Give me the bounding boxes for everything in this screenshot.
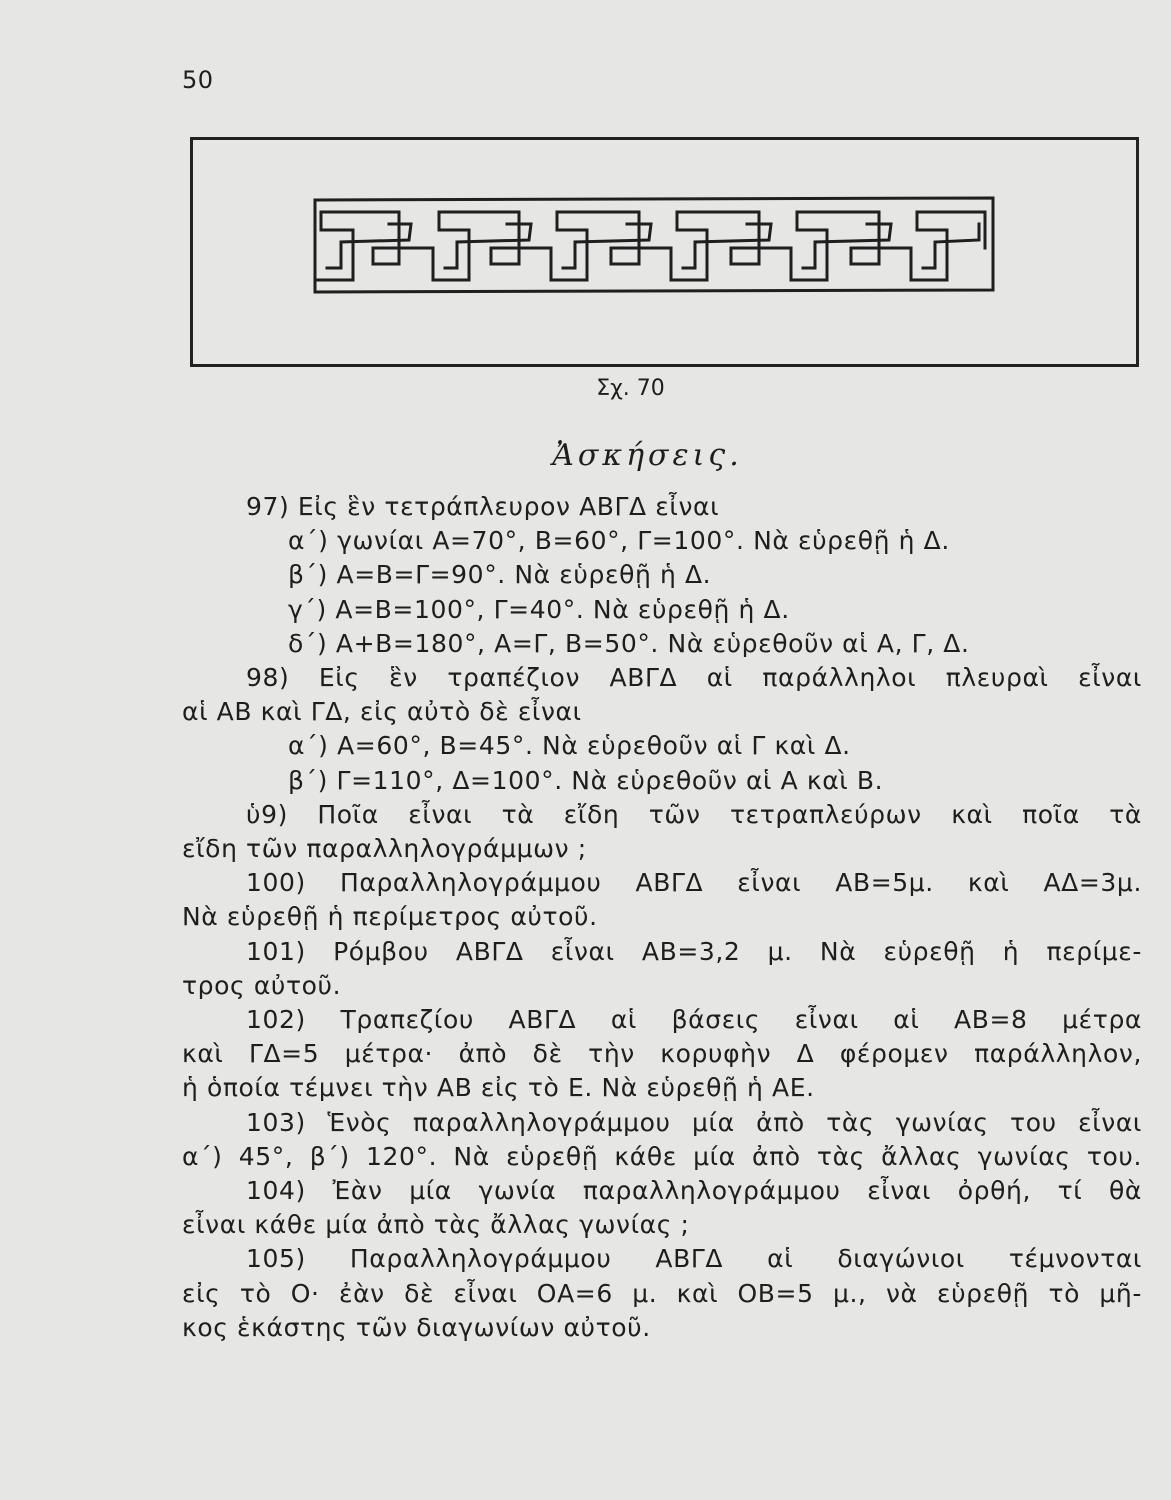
meander-pattern-illustration [193, 140, 1136, 364]
exercise-102-text-line-2: καὶ ΓΔ=5 μέτρα· ἀπὸ δὲ τὴν κορυφὴν Δ φέρομεν παράλληλον, [182, 1039, 1142, 1069]
exercise-105-text-line-2: εἰς τὸ Ο· ἐὰν δὲ εἶναι ΟΑ=6 μ. καὶ ΟΒ=5 μ., νὰ εὑρεθῇ τὸ μῆ- [182, 1278, 1142, 1308]
exercise-97-part-a: α΄) γωνίαι Α=70°, Β=60°, Γ=100°. Νὰ εὑρεθῇ ἡ Δ. [288, 526, 950, 556]
exercise-list [182, 490, 1142, 1345]
exercise-100-text-continued: Νὰ εὑρεθῇ ἡ περίμετρος αὐτοῦ. [182, 902, 598, 932]
exercise-105-text: 105) Παραλληλογράμμου ΑΒΓΔ αἱ διαγώνιοι τέμνονται [246, 1244, 1142, 1274]
exercise-97-part-c: γ΄) Α=Β=100°, Γ=40°. Νὰ εὑρεθῇ ἡ Δ. [288, 594, 790, 624]
exercise-103-text: 103) Ἑνὸς παραλληλογράμμου μία ἀπὸ τὰς γωνίας του εἶναι [246, 1107, 1142, 1137]
exercise-99-text-continued: εἴδη τῶν παραλληλογράμμων ; [182, 834, 587, 864]
meander-outer-band [315, 198, 993, 292]
page-number: 50 [182, 66, 214, 94]
exercise-103-text-continued: α΄) 45°, β΄) 120°. Νὰ εὑρεθῇ κάθε μία ἀπὸ τὰς ἄλλας γωνίας του. [182, 1141, 1142, 1171]
figure-caption: Σχ. 70 [596, 376, 665, 401]
exercise-97-text: 97) Εἰς ἓν τετράπλευρον ΑΒΓΔ εἶναι [246, 492, 720, 521]
exercise-98-text: 98) Εἰς ἓν τραπέζιον ΑΒΓΔ αἱ παράλληλοι πλευραὶ εἶναι [246, 663, 1142, 693]
exercise-105-text-line-3: κος ἑκάστης τῶν διαγωνίων αὐτοῦ. [182, 1312, 651, 1342]
exercise-98-part-a: α΄) Α=60°, Β=45°. Νὰ εὑρεθοῦν αἱ Γ καὶ Δ. [288, 731, 851, 761]
exercise-102-text: 102) Τραπεζίου ΑΒΓΔ αἱ βάσεις εἶναι αἱ ΑΒ=8 μέτρα [246, 1005, 1142, 1035]
exercise-102-text-line-3: ἡ ὁποία τέμνει τὴν ΑΒ εἰς τὸ Ε. Νὰ εὑρεθῇ ἡ ΑΕ. [182, 1073, 815, 1103]
exercise-100-text: 100) Παραλληλογράμμου ΑΒΓΔ εἶναι ΑΒ=5μ. καὶ ΑΔ=3μ. [246, 868, 1142, 898]
exercise-104-text-continued: εἶναι κάθε μία ἀπὸ τὰς ἄλλας γωνίας ; [182, 1210, 690, 1240]
meander-inner-stroke [327, 224, 979, 268]
exercise-98-text-continued: αἱ ΑΒ καὶ ΓΔ, εἰς αὐτὸ δὲ εἶναι [182, 697, 582, 727]
exercise-101-text-continued: τρος αὐτοῦ. [182, 970, 342, 1000]
exercise-99-text: ὑ9) Ποῖα εἶναι τὰ εἴδη τῶν τετραπλεύρων καὶ ποῖα τὰ [246, 799, 1142, 829]
exercise-101-text: 101) Ρόμβου ΑΒΓΔ εἶναι ΑΒ=3,2 μ. Νὰ εὑρεθῇ ἡ περίμε- [246, 936, 1142, 966]
exercise-104-text: 104) Ἐὰν μία γωνία παραλληλογράμμου εἶναι ὀρθή, τί θὰ [246, 1176, 1142, 1206]
meander-figure [190, 137, 1139, 367]
exercise-97-part-d: δ΄) Α+Β=180°, Α=Γ, Β=50°. Νὰ εὑρεθοῦν αἱ Α, Γ, Δ. [288, 628, 970, 658]
exercise-98-part-b: β΄) Γ=110°, Δ=100°. Νὰ εὑρεθοῦν αἱ Α καὶ Β. [288, 765, 884, 795]
section-heading: Ἀσκήσεις. [552, 438, 743, 473]
exercise-97-part-b: β΄) Α=Β=Γ=90°. Νὰ εὑρεθῇ ἡ Δ. [288, 560, 712, 590]
meander-stroke [315, 212, 985, 280]
